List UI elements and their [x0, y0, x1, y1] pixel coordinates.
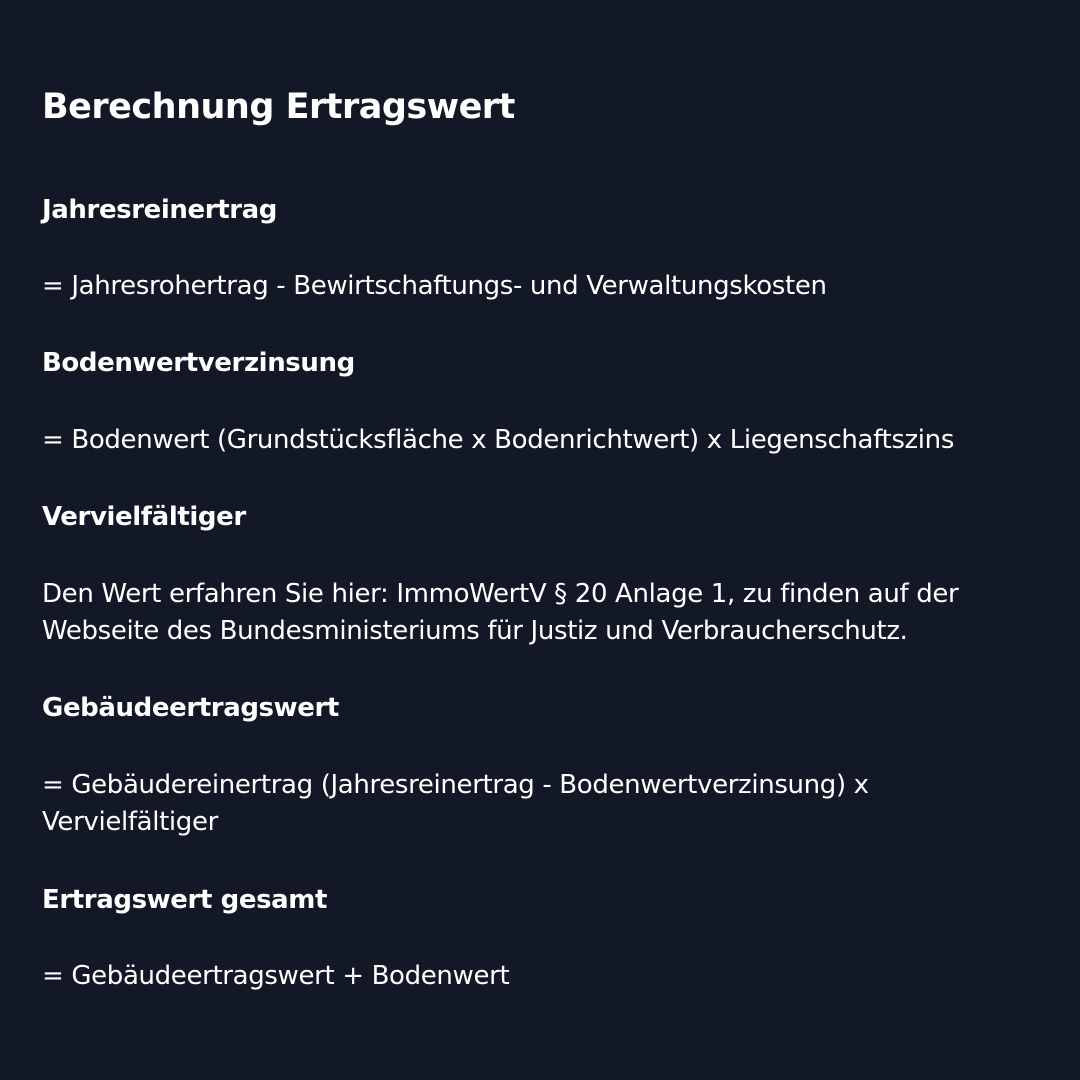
- section-heading-bodenwertverzinsung: Bodenwertverzinsung: [42, 348, 355, 378]
- section-heading-jahresreinertrag: Jahresreinertrag: [42, 195, 278, 225]
- section-heading-vervielfaeltiger: Vervielfältiger: [42, 502, 246, 532]
- section-heading-gebaeudeertragswert: Gebäudeertragswert: [42, 693, 339, 723]
- text-line: = Bodenwert (Grundstücksfläche x Bodenrichtwert) x Liegenschaftszins: [42, 425, 955, 455]
- section-heading-ertragswert-gesamt: Ertragswert gesamt: [42, 885, 328, 915]
- text-line: = Gebäudeertragswert + Bodenwert: [42, 961, 510, 991]
- text-line: = Gebäudereinertrag (Jahresreinertrag - Bodenwertverzinsung) x: [42, 770, 869, 800]
- formula-jahresreinertrag: [42, 268, 827, 305]
- text-line: Den Wert erfahren Sie hier: ImmoWertV § 20 Anlage 1, zu finden auf der: [42, 579, 959, 609]
- formula-ertragswert-gesamt: [42, 958, 509, 995]
- text-line: = Jahresrohertrag - Bewirtschaftungs- und Verwaltungskosten: [42, 271, 827, 301]
- formula-bodenwertverzinsung: [42, 422, 954, 459]
- formula-gebaeudeertragswert: [42, 767, 869, 841]
- text-line: Vervielfältiger: [42, 807, 218, 837]
- page-title: Berechnung Ertragswert: [42, 87, 515, 127]
- description-vervielfaeltiger: [42, 576, 958, 650]
- text-line: Webseite des Bundesministeriums für Justiz und Verbraucherschutz.: [42, 616, 908, 646]
